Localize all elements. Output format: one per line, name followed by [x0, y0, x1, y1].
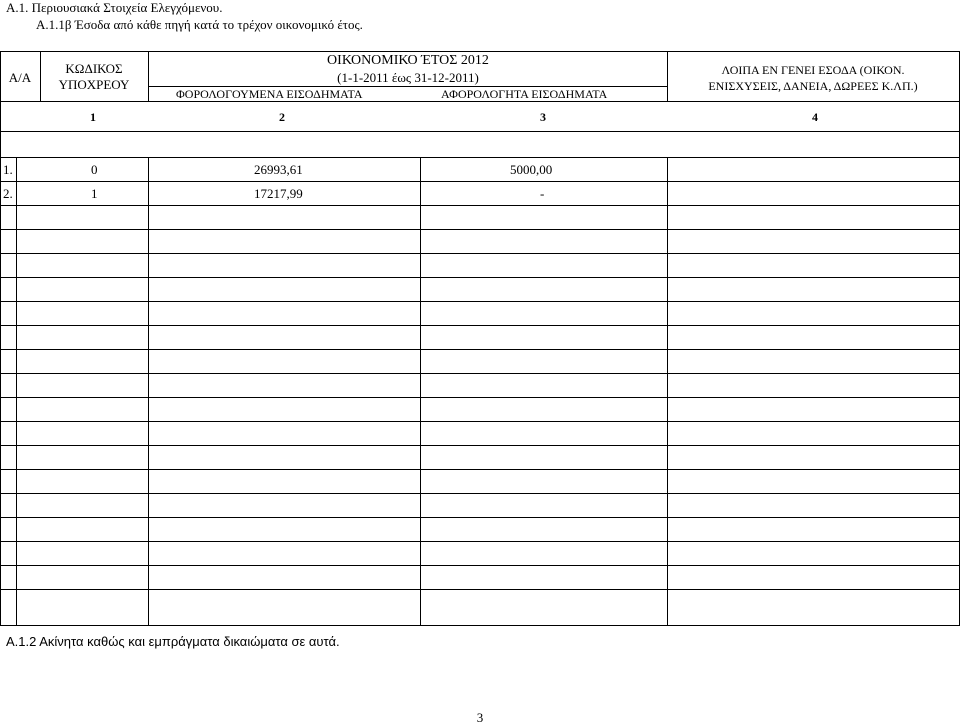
row-nontaxable: - [540, 186, 545, 201]
row-aa: 2. [3, 186, 13, 201]
col-header-taxable: ΦΟΡΟΛΟΓΟΥΜΕΝΑ ΕΙΣΟΔΗΜΑΤΑ [176, 87, 363, 101]
col-header-code-line1: ΚΩΔΙΚΟΣ [65, 61, 123, 76]
row-nontaxable: 5000,00 [510, 162, 553, 177]
col-header-code-line2: ΥΠΟΧΡΕΟΥ [58, 77, 130, 92]
subsection-title: Α.1.1β Έσοδα από κάθε πηγή κατά το τρέχον οικονομικό έτος. [36, 17, 363, 32]
fiscal-year-title: ΟΙΚΟΝΟΜΙΚΟ ΈΤΟΣ 2012 [327, 53, 489, 68]
row-taxable: 17217,99 [254, 186, 303, 201]
col-header-other-line1: ΛΟΙΠΑ ΕΝ ΓΕΝΕΙ ΕΣΟΔΑ (ΟΙΚΟΝ. [721, 63, 905, 77]
row-code: 1 [91, 186, 98, 201]
col-header-aa: Α/Α [8, 70, 32, 85]
col-header-nontaxable: ΑΦΟΡΟΛΟΓΗΤΑ ΕΙΣΟΔΗΜΑΤΑ [441, 87, 608, 101]
col-number-1: 1 [90, 110, 96, 124]
row-code: 0 [91, 162, 98, 177]
row-aa: 1. [3, 162, 13, 177]
page-number: 3 [476, 710, 484, 725]
row-taxable: 26993,61 [254, 162, 303, 177]
col-header-other-line2: ΕΝΙΣΧΥΣΕΙΣ, ΔΑΝΕΙΑ, ΔΩΡΕΕΣ Κ.ΛΠ.) [708, 79, 918, 93]
col-number-4: 4 [812, 110, 818, 124]
col-number-2: 2 [279, 110, 285, 124]
next-section-title: Α.1.2 Ακίνητα καθώς και εμπράγματα δικαιώματα σε αυτά. [6, 634, 340, 649]
col-number-3: 3 [540, 110, 546, 124]
fiscal-period: (1-1-2011 έως 31-12-2011) [337, 70, 479, 85]
section-title: Α.1. Περιουσιακά Στοιχεία Ελεγχόμενου. [6, 0, 223, 15]
